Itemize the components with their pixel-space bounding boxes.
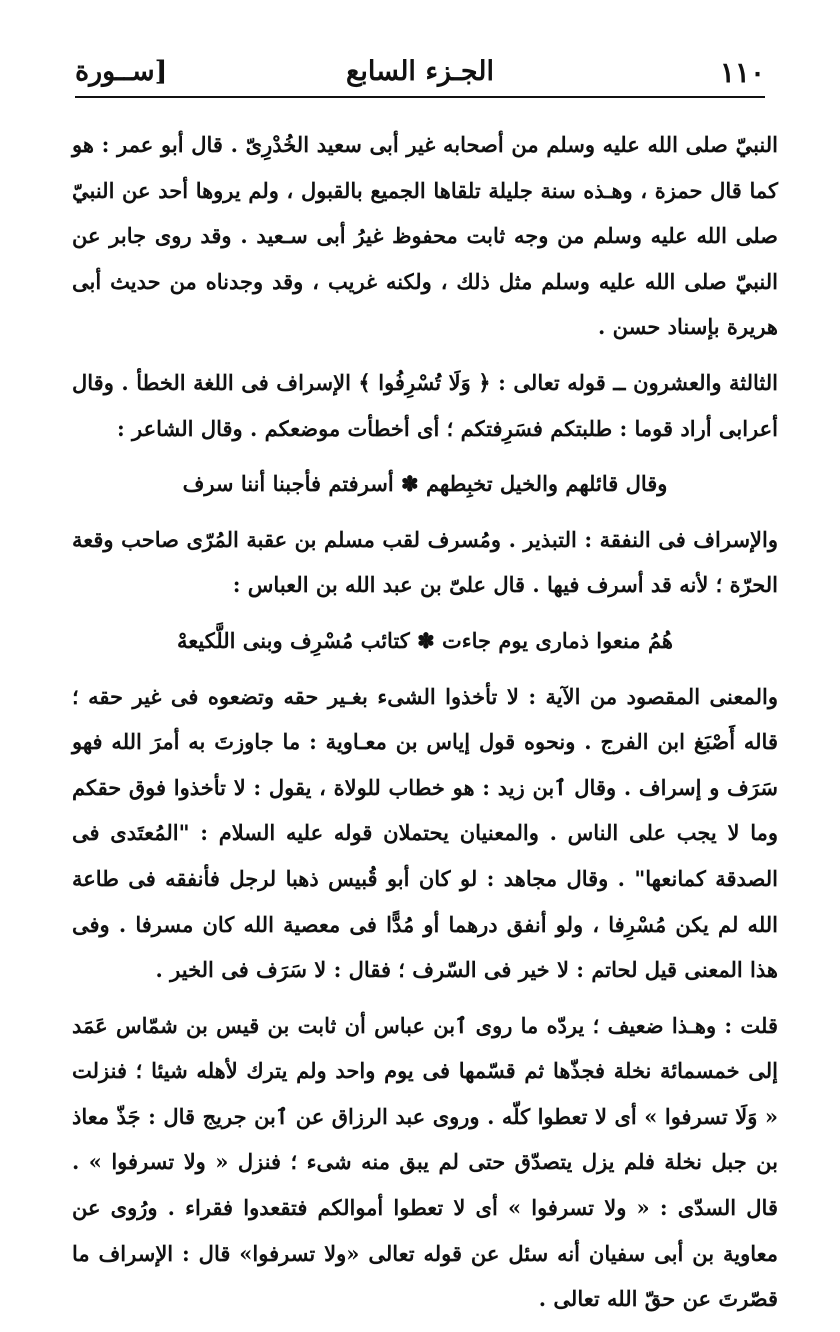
surah-label: [ســورة (75, 56, 168, 87)
paragraph: والإسراف فى النفقة : التبذير . ومُسرف لقب مسلم بن عقبة المُرّى صاحب وقعة الحرّة ؛ لأنه قد أسرف فيها . قال علىّ بن عبد الله بن العباس : (72, 526, 778, 598)
paragraph: الثالثة والعشرون ــ قوله تعالى : ﴿ وَلَا تُسْرِفُوا ﴾ الإسراف فى اللغة الخطأ . وقال أعرابى أراد قوما : طلبتكم فسَرِفتكم ؛ أى أخطأت موضعكم . وقال الشاعر : (72, 369, 778, 441)
paragraph: والمعنى المقصود من الآية : لا تأخذوا الشىء بغـير حقه وتضعوه فى غير حقه ؛ قاله أَصْبَغ ابن الفرج . ونحوه قول إياس بن معـاوية : ما جاوزتَ به أمرَ الله فهو سَرَف و إسراف . وقال ٱبن زيد : هو خطاب للولاة ، يقول : لا تأخذوا فوق حقكم وما لا يجب على الناس . والمعنيان يحتملان قوله عليه السلام : "المُعتَدى فى الصدقة كمانعها" . وقال مجاهد : لو كان أبو قُبيس ذهبا لرجل فأنفقه فى طاعة الله لم يكن مُسْرِفا ، ولو أنفق درهما أو مُدًّا فى معصية الله كان مسرفا . وفى هذا المعنى قيل لحاتم : لا خير فى السّرف ؛ فقال : لا سَرَف فى الخير . (72, 683, 778, 983)
page-content (72, 122, 778, 1332)
paragraph: قلت : وهـذا ضعيف ؛ يردّه ما روى ٱبن عباس أن ثابت بن قيس بن شمّاس عَمَد إلى خمسمائة نخلة فجذّها ثم قسّمها فى يوم واحد ولم يترك لأهله شيئا ؛ فنزلت « وَلَا تسرفوا » أى لا تعطوا كلّه . وروى عبد الرزاق عن ٱبن جريج قال : جَذّ معاذ بن جبل نخلة فلم يزل يتصدّق حتى لم يبق منه شىء ؛ فنزل « ولا تسرفوا » . قال السدّى : « ولا تسرفوا » أى لا تعطوا أموالكم فتقعدوا فقراء . ورُوى عن معاوية بن أبى سفيان أنه سئل عن قوله تعالى «ولا تسرفوا» قال : الإسراف ما قصّرتَ عن حقّ الله تعالى . (72, 1012, 778, 1312)
running-title: الجـزء السابع (346, 56, 494, 87)
page-header (75, 52, 765, 98)
poetry-verse: هُمُ منعوا ذمارى يوم جاءت ✽ كتائب مُسْرِف وبنى اللَّكيعهْ (176, 627, 673, 653)
paragraph: النبيّ صلى الله عليه وسلم من أصحابه غير أبى سعيد الخُدْرِىّ . قال أبو عمر : هو كما قال حمزة ، وهـذه سنة جليلة تلقاها الجميع بالقبول ، ولم يروها أحد عن النبيّ صلى الله عليه وسلم من وجه ثابت محفوظ غيرُ أبى سـعيد . وقد روى جابر عن النبيّ صلى الله عليه وسلم مثل ذلك ، ولكنه غريب ، وقد وجدناه من حديث أبى هريرة بإسناد حسن . (72, 132, 778, 340)
page-number: ١١٠ (719, 56, 765, 89)
poetry-verse: وقال قائلهم والخيل تخبِطهم ✽ أسرفتم فأجبنا أننا سرف (182, 471, 668, 497)
